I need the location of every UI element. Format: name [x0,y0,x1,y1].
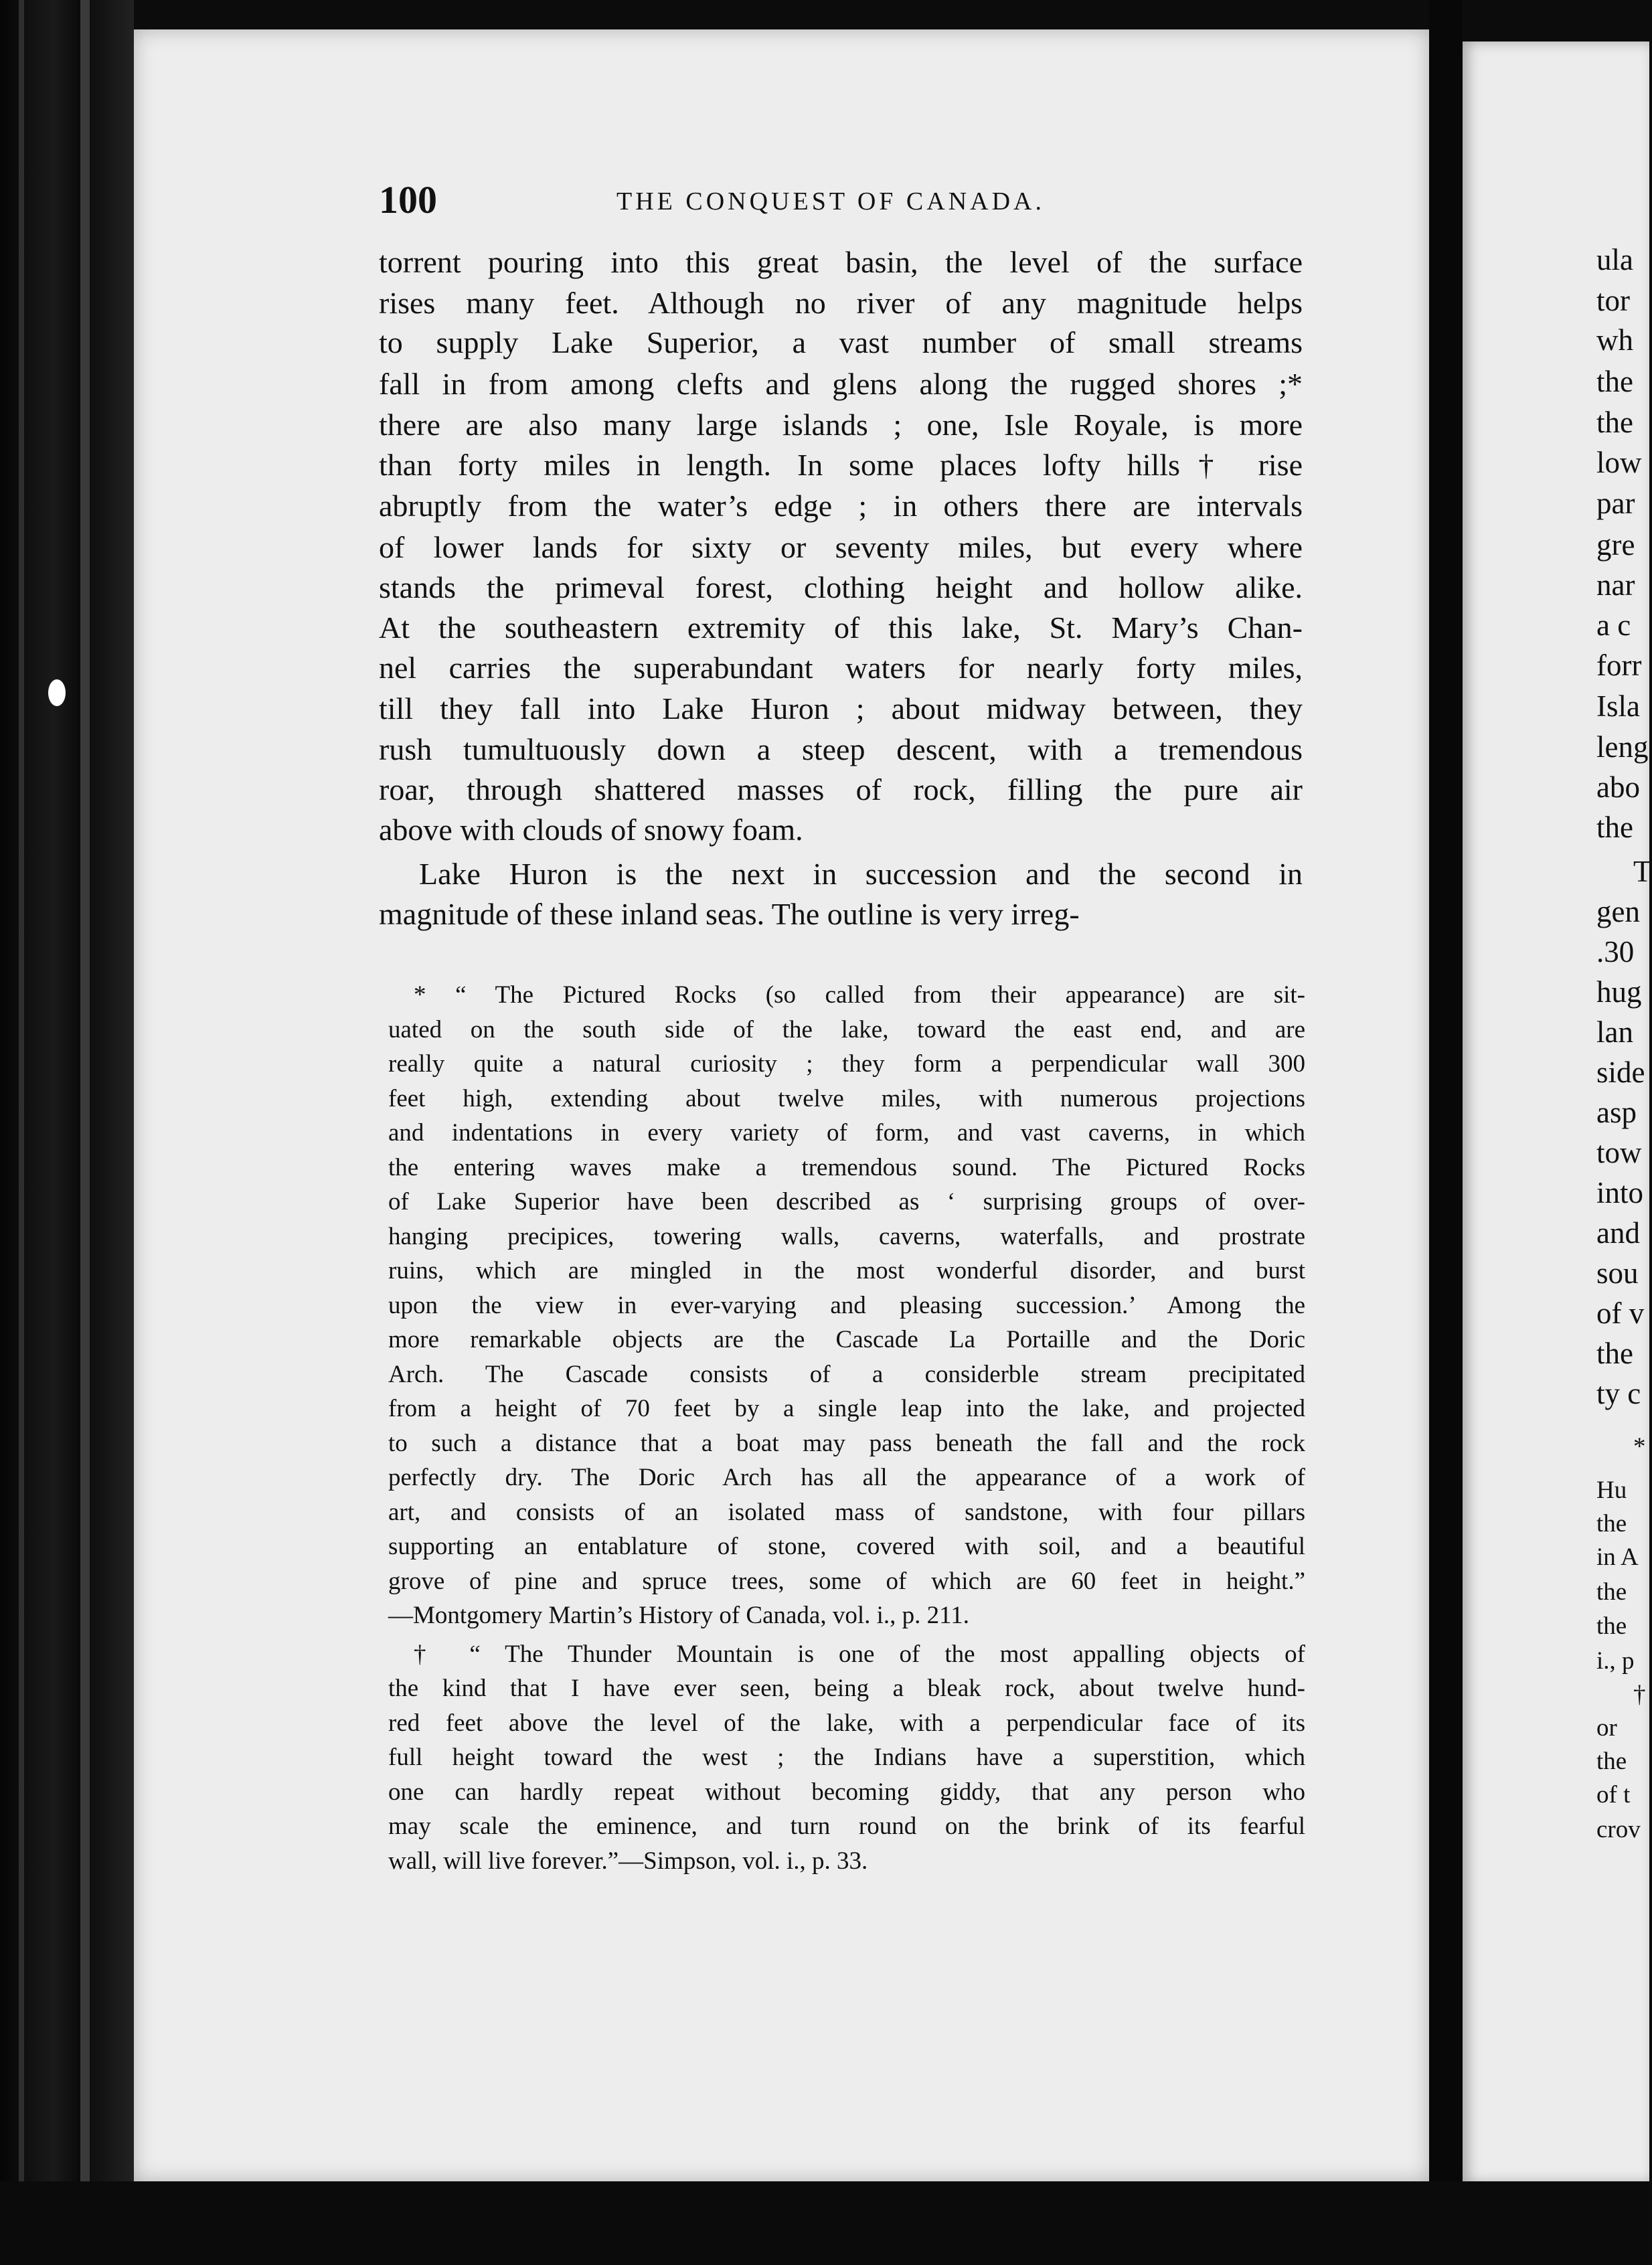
footnote-line: feet high, extending about twelve miles, with numerous projections [388,1085,1305,1112]
body-line: than forty miles in length. In some places lofty hills† rise [379,448,1303,482]
body-line: there are also many large islands ; one, Isle Royale, is more [379,408,1303,442]
footnote-line: really quite a natural curiosity ; they form a perpendicular wall 300 [388,1050,1305,1078]
next-page-footnote-line: the [1596,1510,1627,1537]
next-page-footnote-line: † [1633,1681,1646,1708]
film-edge-stripe [19,0,24,2265]
footnote-line: art, and consists of an isolated mass of sandstone, with four pillars [388,1499,1305,1526]
footnote-line: red feet above the level of the lake, with a perpendicular face of its [388,1709,1305,1737]
next-page-line: wh [1596,323,1633,357]
next-page-line: ty c [1596,1377,1641,1410]
next-page-footnote-line: of t [1596,1781,1631,1809]
next-page-footnote-line: the [1596,1612,1627,1640]
next-page-footnote-line: i., p [1596,1647,1635,1675]
footnote-line: and indentations in every variety of form, and vast caverns, in which [388,1119,1305,1147]
body-line: rush tumultuously down a steep descent, with a tremendous [379,732,1303,766]
footnote-line: * “ The Pictured Rocks (so called from their appearance) are sit- [414,981,1305,1009]
footnote-line: grove of pine and spruce trees, some of which are 60 feet in height.” [388,1568,1305,1595]
next-page-line: hug [1596,975,1642,1009]
footnote-line: the kind that I have ever seen, being a bleak rock, about twelve hund- [388,1675,1305,1702]
next-page-line: of v [1596,1296,1645,1330]
body-line: of lower lands for sixty or seventy miles, but every where [379,530,1303,564]
next-page-line: par [1596,487,1635,520]
next-page-line: and [1596,1216,1640,1250]
footnote-line: of Lake Superior have been described as ‘ surprising groups of over- [388,1188,1305,1215]
footnote-line: ruins, which are mingled in the most wonderful disorder, and burst [388,1257,1305,1284]
next-page-footnote-line: or [1596,1714,1617,1742]
next-page-line: tor [1596,284,1630,317]
next-page-line: abo [1596,770,1640,804]
film-frame-left [0,0,134,2265]
next-page-line: gre [1596,528,1635,562]
body-line: torrent pouring into this great basin, the level of the surface [379,245,1303,279]
body-line: Lake Huron is the next in succession and the second in [419,857,1303,891]
next-page-line: tow [1596,1136,1642,1169]
footnote-line: upon the view in ever-varying and pleasing succession.’ Among the [388,1292,1305,1319]
body-line: abruptly from the water’s edge ; in others there are intervals [379,489,1303,523]
footnote-line: supporting an entablature of stone, covered with soil, and a beautiful [388,1533,1305,1560]
footnote-line: the entering waves make a tremendous sound. The Pictured Rocks [388,1154,1305,1181]
footnote-line: wall, will live forever.”—Simpson, vol. i., p. 33. [388,1847,868,1875]
footnote-line: full height toward the west ; the Indians have a superstition, which [388,1744,1305,1771]
next-page-line: leng [1596,730,1649,764]
footnote-line: hanging precipices, towering walls, caverns, waterfalls, and prostrate [388,1223,1305,1250]
next-page-line: low [1596,446,1642,479]
next-page-footnote-line: the [1596,1578,1627,1606]
next-page-line: into [1596,1176,1644,1209]
next-page-line: nar [1596,568,1635,602]
footnote-line: more remarkable objects are the Cascade La Portaille and the Doric [388,1326,1305,1353]
body-line: stands the primeval forest, clothing height and hollow alike. [379,570,1303,604]
page-number: 100 [379,178,437,222]
next-page-line: the [1596,811,1633,844]
body-line: roar, through shattered masses of rock, filling the pure air [379,772,1303,807]
body-line: rises many feet. Although no river of any magnitude helps [379,286,1303,320]
body-line: magnitude of these inland seas. The outline is very irreg- [379,897,1080,931]
body-line: nel carries the superabundant waters for nearly forty miles, [379,651,1303,685]
next-page-line: Isla [1596,689,1640,723]
body-line: At the southeastern extremity of this lake, St. Mary’s Chan- [379,610,1303,645]
film-speck [48,679,66,706]
film-frame-bottom [0,2181,1649,2265]
footnote-line: Arch. The Cascade consists of a considerble stream precipitated [388,1361,1305,1388]
next-page-footnote-line: crov [1596,1816,1641,1843]
body-line: to supply Lake Superior, a vast number of small streams [379,325,1303,359]
footnote-line: from a height of 70 feet by a single leap into the lake, and projected [388,1395,1305,1422]
next-page-line: forr [1596,649,1642,682]
next-page-line: side [1596,1056,1645,1089]
footnote-line: one can hardly repeat without becoming giddy, that any person who [388,1778,1305,1806]
next-page-line: asp [1596,1096,1637,1129]
body-line: fall in from among clefts and glens along the rugged shores ;* [379,367,1303,401]
next-page-footnote-line: * [1633,1433,1646,1460]
next-page-line: lan [1596,1015,1633,1049]
footnote-line: uated on the south side of the lake, toward the east end, and are [388,1016,1305,1043]
next-page-footnote-line: Hu [1596,1477,1627,1504]
body-line: till they fall into Lake Huron ; about midway between, they [379,691,1303,726]
page-gutter [1429,0,1463,2265]
running-head: THE CONQUEST OF CANADA. [616,187,1045,216]
footnote-line: may scale the eminence, and turn round on the brink of its fearful [388,1813,1305,1840]
footnote-line: perfectly dry. The Doric Arch has all the appearance of a work of [388,1464,1305,1491]
footnote-line: —Montgomery Martin’s History of Canada, vol. i., p. 211. [388,1602,970,1629]
next-page-line: sou [1596,1256,1639,1290]
next-page-footnote-line: in A [1596,1543,1639,1571]
page-header [379,177,1303,224]
next-page-line: gen [1596,895,1640,928]
next-page-line: .30 [1596,935,1635,969]
next-page-line: ula [1596,243,1633,276]
next-page-line: the [1596,406,1633,439]
film-edge-stripe [80,0,90,2265]
next-page-line: the [1596,1337,1633,1370]
next-page-line: T [1633,855,1652,888]
footnote-line: † “ The Thunder Mountain is one of the most appalling objects of [414,1641,1305,1668]
footnote-line: to such a distance that a boat may pass beneath the fall and the rock [388,1430,1305,1457]
next-page-line: a c [1596,608,1631,642]
body-line: above with clouds of snowy foam. [379,813,803,847]
next-page-footnote-line: the [1596,1748,1627,1775]
next-page-line: the [1596,365,1633,398]
